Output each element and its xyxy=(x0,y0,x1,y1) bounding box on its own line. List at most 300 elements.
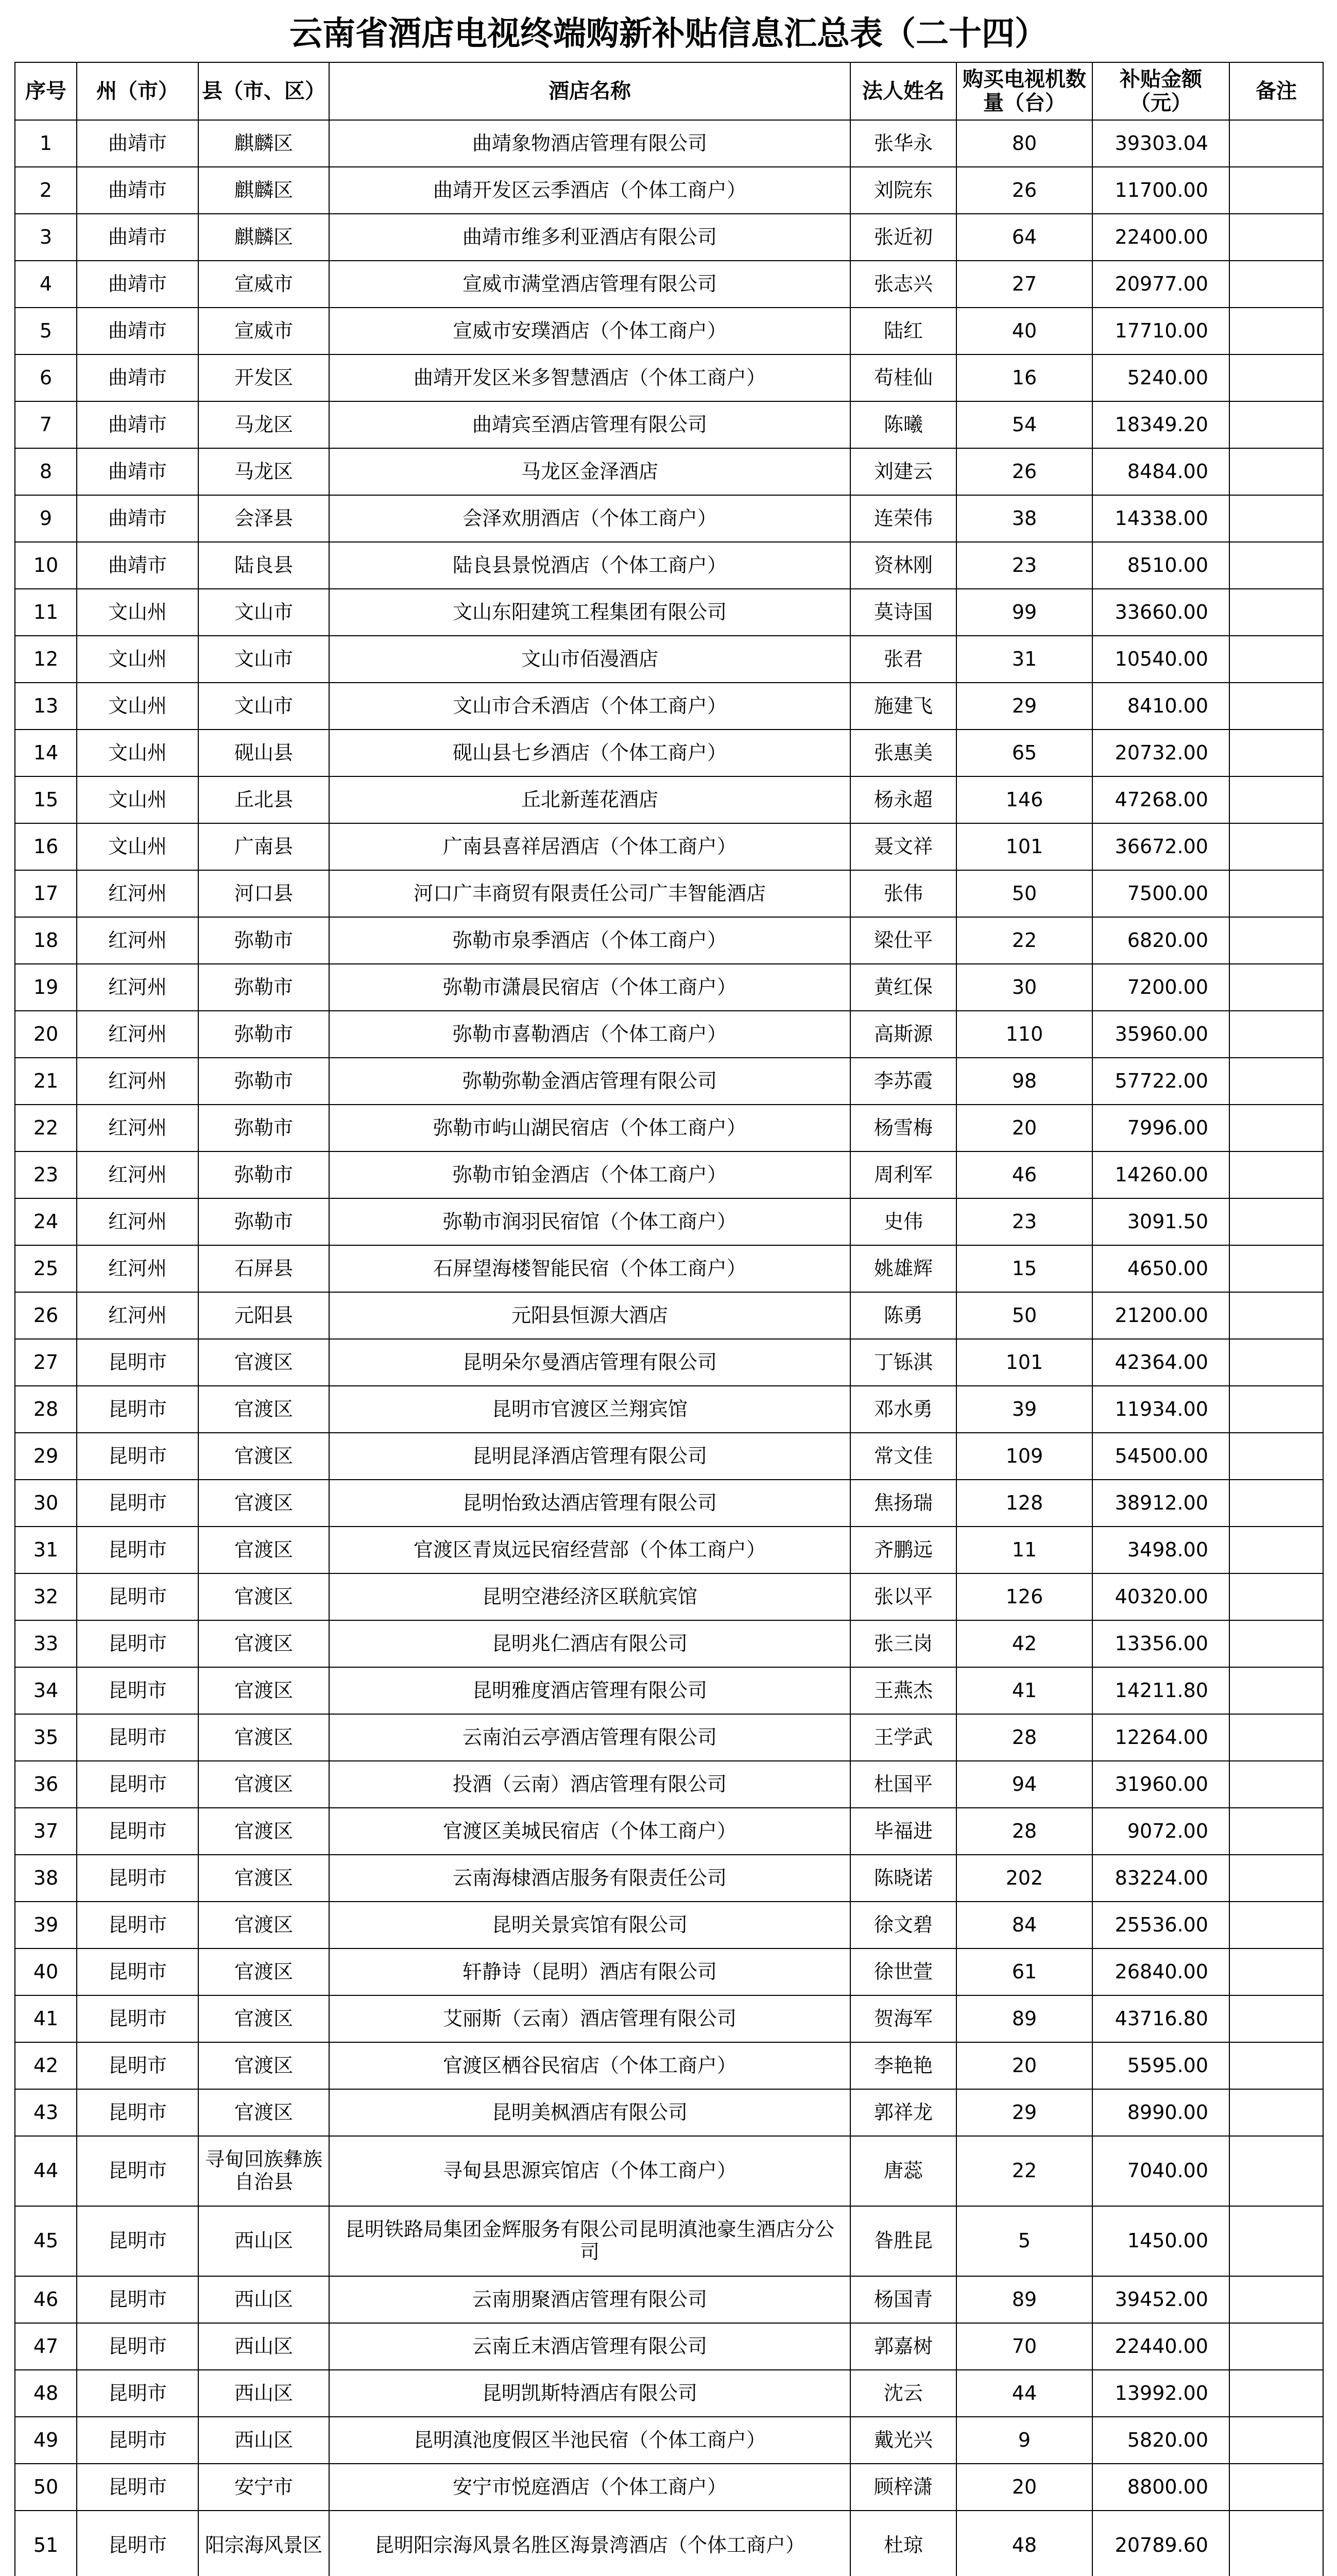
row-hotel-name: 弥勒市屿山湖民宿店（个体工商户） xyxy=(329,1105,850,1151)
row-hotel-name: 昆明昆泽酒店管理有限公司 xyxy=(329,1433,850,1480)
row-index: 11 xyxy=(15,589,77,636)
row-tv-quantity: 26 xyxy=(956,167,1092,214)
row-tv-quantity: 65 xyxy=(956,730,1092,776)
row-tv-quantity: 15 xyxy=(956,1245,1092,1292)
row-legal-person: 杨国青 xyxy=(850,2276,956,2323)
row-legal-person: 梁仕平 xyxy=(850,917,956,964)
row-prefecture: 昆明市 xyxy=(77,1948,198,1995)
row-hotel-name: 寻甸县思源宾馆店（个体工商户） xyxy=(329,2136,850,2206)
row-subsidy-amount: 17710.00 xyxy=(1092,308,1229,354)
row-prefecture: 红河州 xyxy=(77,1105,198,1151)
row-county: 文山市 xyxy=(198,636,329,683)
row-county: 会泽县 xyxy=(198,495,329,542)
row-hotel-name: 会泽欢朋酒店（个体工商户） xyxy=(329,495,850,542)
row-index: 51 xyxy=(15,2511,77,2576)
row-remarks xyxy=(1229,167,1323,214)
row-remarks xyxy=(1229,1714,1323,1761)
header-legal-person: 法人姓名 xyxy=(850,62,956,120)
row-hotel-name: 砚山县七乡酒店（个体工商户） xyxy=(329,730,850,776)
row-legal-person: 邓水勇 xyxy=(850,1386,956,1433)
row-hotel-name: 丘北新莲花酒店 xyxy=(329,776,850,823)
row-index: 39 xyxy=(15,1902,77,1948)
row-tv-quantity: 110 xyxy=(956,1011,1092,1058)
row-index: 32 xyxy=(15,1573,77,1620)
row-index: 22 xyxy=(15,1105,77,1151)
row-remarks xyxy=(1229,964,1323,1011)
row-prefecture: 昆明市 xyxy=(77,1433,198,1480)
row-prefecture: 昆明市 xyxy=(77,2511,198,2576)
row-legal-person: 连荣伟 xyxy=(850,495,956,542)
row-index: 30 xyxy=(15,1480,77,1527)
row-prefecture: 昆明市 xyxy=(77,1620,198,1667)
row-subsidy-amount: 13992.00 xyxy=(1092,2370,1229,2417)
row-tv-quantity: 202 xyxy=(956,1855,1092,1902)
row-remarks xyxy=(1229,1902,1323,1948)
row-tv-quantity: 44 xyxy=(956,2370,1092,2417)
row-tv-quantity: 31 xyxy=(956,636,1092,683)
row-remarks xyxy=(1229,589,1323,636)
row-county: 官渡区 xyxy=(198,1714,329,1761)
row-hotel-name: 投酒（云南）酒店管理有限公司 xyxy=(329,1761,850,1808)
table-row xyxy=(15,870,1323,917)
row-hotel-name: 昆明阳宗海风景名胜区海景湾酒店（个体工商户） xyxy=(329,2511,850,2576)
row-prefecture: 曲靖市 xyxy=(77,448,198,495)
row-prefecture: 红河州 xyxy=(77,1011,198,1058)
row-index: 43 xyxy=(15,2089,77,2136)
row-hotel-name: 昆明凯斯特酒店有限公司 xyxy=(329,2370,850,2417)
row-prefecture: 昆明市 xyxy=(77,2136,198,2206)
header-remarks: 备注 xyxy=(1229,62,1323,120)
row-hotel-name: 河口广丰商贸有限责任公司广丰智能酒店 xyxy=(329,870,850,917)
row-prefecture: 昆明市 xyxy=(77,1527,198,1573)
header-hotel-name: 酒店名称 xyxy=(329,62,850,120)
row-subsidy-amount: 13356.00 xyxy=(1092,1620,1229,1667)
row-subsidy-amount: 8990.00 xyxy=(1092,2089,1229,2136)
row-subsidy-amount: 7996.00 xyxy=(1092,1105,1229,1151)
row-tv-quantity: 98 xyxy=(956,1058,1092,1105)
row-tv-quantity: 26 xyxy=(956,448,1092,495)
row-hotel-name: 云南朋聚酒店管理有限公司 xyxy=(329,2276,850,2323)
row-remarks xyxy=(1229,1480,1323,1527)
row-tv-quantity: 99 xyxy=(956,589,1092,636)
row-legal-person: 丁铄淇 xyxy=(850,1339,956,1386)
row-county: 官渡区 xyxy=(198,1995,329,2042)
row-remarks xyxy=(1229,261,1323,308)
row-county: 寻甸回族彝族自治县 xyxy=(198,2136,329,2206)
row-hotel-name: 广南县喜祥居酒店（个体工商户） xyxy=(329,823,850,870)
row-tv-quantity: 101 xyxy=(956,1339,1092,1386)
row-tv-quantity: 39 xyxy=(956,1386,1092,1433)
row-county: 马龙区 xyxy=(198,448,329,495)
row-index: 28 xyxy=(15,1386,77,1433)
row-hotel-name: 弥勒市喜勒酒店（个体工商户） xyxy=(329,1011,850,1058)
row-subsidy-amount: 8410.00 xyxy=(1092,683,1229,730)
row-legal-person: 郭嘉树 xyxy=(850,2323,956,2370)
table-row xyxy=(15,730,1323,776)
row-index: 2 xyxy=(15,167,77,214)
row-county: 官渡区 xyxy=(198,1386,329,1433)
row-tv-quantity: 20 xyxy=(956,2042,1092,2089)
row-legal-person: 刘院东 xyxy=(850,167,956,214)
row-tv-quantity: 30 xyxy=(956,964,1092,1011)
row-prefecture: 红河州 xyxy=(77,1151,198,1198)
row-county: 文山市 xyxy=(198,683,329,730)
table-row xyxy=(15,1620,1323,1667)
row-hotel-name: 官渡区美城民宿店（个体工商户） xyxy=(329,1808,850,1855)
row-legal-person: 杨永超 xyxy=(850,776,956,823)
row-tv-quantity: 5 xyxy=(956,2206,1092,2276)
row-prefecture: 曲靖市 xyxy=(77,495,198,542)
row-remarks xyxy=(1229,1620,1323,1667)
row-county: 西山区 xyxy=(198,2370,329,2417)
row-index: 3 xyxy=(15,214,77,261)
row-prefecture: 昆明市 xyxy=(77,1480,198,1527)
row-index: 7 xyxy=(15,401,77,448)
row-tv-quantity: 28 xyxy=(956,1714,1092,1761)
row-remarks xyxy=(1229,870,1323,917)
row-index: 12 xyxy=(15,636,77,683)
row-remarks xyxy=(1229,2323,1323,2370)
row-tv-quantity: 23 xyxy=(956,542,1092,589)
row-prefecture: 曲靖市 xyxy=(77,401,198,448)
row-remarks xyxy=(1229,776,1323,823)
row-tv-quantity: 29 xyxy=(956,2089,1092,2136)
row-legal-person: 资林刚 xyxy=(850,542,956,589)
row-remarks xyxy=(1229,1339,1323,1386)
row-legal-person: 陈晓诺 xyxy=(850,1855,956,1902)
row-hotel-name: 宣威市安璞酒店（个体工商户） xyxy=(329,308,850,354)
row-tv-quantity: 11 xyxy=(956,1527,1092,1573)
row-subsidy-amount: 47268.00 xyxy=(1092,776,1229,823)
row-index: 26 xyxy=(15,1292,77,1339)
subsidy-table xyxy=(14,62,1324,2576)
row-county: 官渡区 xyxy=(198,1339,329,1386)
row-hotel-name: 石屏望海楼智能民宿（个体工商户） xyxy=(329,1245,850,1292)
row-hotel-name: 曲靖市维多利亚酒店有限公司 xyxy=(329,214,850,261)
header-subsidy-amount: 补贴金额（元） xyxy=(1092,62,1229,120)
row-tv-quantity: 70 xyxy=(956,2323,1092,2370)
row-hotel-name: 昆明关景宾馆有限公司 xyxy=(329,1902,850,1948)
row-hotel-name: 云南海棣酒店服务有限责任公司 xyxy=(329,1855,850,1902)
row-index: 44 xyxy=(15,2136,77,2206)
row-hotel-name: 官渡区青岚远民宿经营部（个体工商户） xyxy=(329,1527,850,1573)
document-title: 云南省酒店电视终端购新补贴信息汇总表（二十四） xyxy=(289,14,1048,53)
row-county: 官渡区 xyxy=(198,1808,329,1855)
row-remarks xyxy=(1229,2276,1323,2323)
row-index: 10 xyxy=(15,542,77,589)
row-remarks xyxy=(1229,1667,1323,1714)
row-hotel-name: 昆明滇池度假区半池民宿（个体工商户） xyxy=(329,2417,850,2464)
row-remarks xyxy=(1229,1527,1323,1573)
row-county: 弥勒市 xyxy=(198,1058,329,1105)
row-remarks xyxy=(1229,308,1323,354)
row-hotel-name: 安宁市悦庭酒店（个体工商户） xyxy=(329,2464,850,2511)
row-remarks xyxy=(1229,917,1323,964)
row-remarks xyxy=(1229,401,1323,448)
row-hotel-name: 艾丽斯（云南）酒店管理有限公司 xyxy=(329,1995,850,2042)
row-remarks xyxy=(1229,1573,1323,1620)
row-subsidy-amount: 8484.00 xyxy=(1092,448,1229,495)
row-index: 37 xyxy=(15,1808,77,1855)
row-prefecture: 红河州 xyxy=(77,1198,198,1245)
row-subsidy-amount: 14211.80 xyxy=(1092,1667,1229,1714)
table-row xyxy=(15,2042,1323,2089)
row-prefecture: 曲靖市 xyxy=(77,167,198,214)
table-row xyxy=(15,1433,1323,1480)
row-tv-quantity: 94 xyxy=(956,1761,1092,1808)
row-county: 河口县 xyxy=(198,870,329,917)
table-row xyxy=(15,2136,1323,2206)
row-hotel-name: 文山东阳建筑工程集团有限公司 xyxy=(329,589,850,636)
header-prefecture: 州（市） xyxy=(77,62,198,120)
row-subsidy-amount: 6820.00 xyxy=(1092,917,1229,964)
row-legal-person: 张华永 xyxy=(850,120,956,167)
row-index: 16 xyxy=(15,823,77,870)
row-legal-person: 张三岗 xyxy=(850,1620,956,1667)
table-row xyxy=(15,2323,1323,2370)
row-county: 宣威市 xyxy=(198,261,329,308)
row-subsidy-amount: 7500.00 xyxy=(1092,870,1229,917)
row-legal-person: 施建飞 xyxy=(850,683,956,730)
row-subsidy-amount: 22400.00 xyxy=(1092,214,1229,261)
row-county: 麒麟区 xyxy=(198,214,329,261)
header-tv-quantity: 购买电视机数量（台） xyxy=(956,62,1092,120)
row-index: 4 xyxy=(15,261,77,308)
row-county: 开发区 xyxy=(198,354,329,401)
row-subsidy-amount: 4650.00 xyxy=(1092,1245,1229,1292)
row-prefecture: 昆明市 xyxy=(77,1995,198,2042)
row-hotel-name: 曲靖宾至酒店管理有限公司 xyxy=(329,401,850,448)
row-tv-quantity: 27 xyxy=(956,261,1092,308)
row-legal-person: 张以平 xyxy=(850,1573,956,1620)
row-county: 官渡区 xyxy=(198,1620,329,1667)
row-remarks xyxy=(1229,1292,1323,1339)
row-remarks xyxy=(1229,1151,1323,1198)
row-tv-quantity: 20 xyxy=(956,2464,1092,2511)
row-remarks xyxy=(1229,2511,1323,2576)
row-county: 安宁市 xyxy=(198,2464,329,2511)
row-remarks xyxy=(1229,1948,1323,1995)
table-row xyxy=(15,2464,1323,2511)
row-subsidy-amount: 10540.00 xyxy=(1092,636,1229,683)
row-prefecture: 昆明市 xyxy=(77,2276,198,2323)
row-tv-quantity: 84 xyxy=(956,1902,1092,1948)
table-row xyxy=(15,683,1323,730)
row-legal-person: 张志兴 xyxy=(850,261,956,308)
row-hotel-name: 陆良县景悦酒店（个体工商户） xyxy=(329,542,850,589)
row-hotel-name: 昆明市官渡区兰翔宾馆 xyxy=(329,1386,850,1433)
row-remarks xyxy=(1229,1011,1323,1058)
row-hotel-name: 云南丘末酒店管理有限公司 xyxy=(329,2323,850,2370)
row-county: 麒麟区 xyxy=(198,120,329,167)
row-index: 6 xyxy=(15,354,77,401)
table-row xyxy=(15,1527,1323,1573)
row-remarks xyxy=(1229,1995,1323,2042)
row-county: 陆良县 xyxy=(198,542,329,589)
table-body xyxy=(15,120,1323,2576)
row-hotel-name: 元阳县恒源大酒店 xyxy=(329,1292,850,1339)
row-legal-person: 张近初 xyxy=(850,214,956,261)
table-row xyxy=(15,495,1323,542)
row-subsidy-amount: 42364.00 xyxy=(1092,1339,1229,1386)
row-index: 50 xyxy=(15,2464,77,2511)
row-remarks xyxy=(1229,2417,1323,2464)
row-prefecture: 曲靖市 xyxy=(77,354,198,401)
row-remarks xyxy=(1229,2370,1323,2417)
row-legal-person: 杨雪梅 xyxy=(850,1105,956,1151)
row-tv-quantity: 54 xyxy=(956,401,1092,448)
row-prefecture: 文山州 xyxy=(77,589,198,636)
row-index: 27 xyxy=(15,1339,77,1386)
row-index: 1 xyxy=(15,120,77,167)
row-hotel-name: 弥勒市铂金酒店（个体工商户） xyxy=(329,1151,850,1198)
table-row xyxy=(15,2276,1323,2323)
row-legal-person: 刘建云 xyxy=(850,448,956,495)
row-remarks xyxy=(1229,1245,1323,1292)
table-row xyxy=(15,1667,1323,1714)
row-prefecture: 昆明市 xyxy=(77,2464,198,2511)
table-row xyxy=(15,1995,1323,2042)
table-row xyxy=(15,1855,1323,1902)
table-row xyxy=(15,964,1323,1011)
row-index: 5 xyxy=(15,308,77,354)
row-legal-person: 史伟 xyxy=(850,1198,956,1245)
row-subsidy-amount: 3498.00 xyxy=(1092,1527,1229,1573)
row-subsidy-amount: 54500.00 xyxy=(1092,1433,1229,1480)
row-prefecture: 红河州 xyxy=(77,870,198,917)
row-index: 14 xyxy=(15,730,77,776)
row-hotel-name: 宣威市满堂酒店管理有限公司 xyxy=(329,261,850,308)
row-subsidy-amount: 5240.00 xyxy=(1092,354,1229,401)
row-subsidy-amount: 20789.60 xyxy=(1092,2511,1229,2576)
table-row xyxy=(15,354,1323,401)
row-subsidy-amount: 21200.00 xyxy=(1092,1292,1229,1339)
row-tv-quantity: 40 xyxy=(956,308,1092,354)
row-tv-quantity: 50 xyxy=(956,1292,1092,1339)
table-row xyxy=(15,917,1323,964)
row-prefecture: 昆明市 xyxy=(77,1386,198,1433)
row-tv-quantity: 80 xyxy=(956,120,1092,167)
row-prefecture: 曲靖市 xyxy=(77,120,198,167)
row-subsidy-amount: 39303.04 xyxy=(1092,120,1229,167)
row-index: 19 xyxy=(15,964,77,1011)
row-subsidy-amount: 31960.00 xyxy=(1092,1761,1229,1808)
row-prefecture: 昆明市 xyxy=(77,1714,198,1761)
row-index: 40 xyxy=(15,1948,77,1995)
row-legal-person: 陆红 xyxy=(850,308,956,354)
row-subsidy-amount: 7040.00 xyxy=(1092,2136,1229,2206)
row-remarks xyxy=(1229,2042,1323,2089)
table-row xyxy=(15,1808,1323,1855)
row-tv-quantity: 61 xyxy=(956,1948,1092,1995)
row-tv-quantity: 28 xyxy=(956,1808,1092,1855)
row-prefecture: 文山州 xyxy=(77,823,198,870)
row-legal-person: 徐世萱 xyxy=(850,1948,956,1995)
row-index: 34 xyxy=(15,1667,77,1714)
row-county: 官渡区 xyxy=(198,2089,329,2136)
row-remarks xyxy=(1229,1761,1323,1808)
row-tv-quantity: 38 xyxy=(956,495,1092,542)
row-legal-person: 徐文碧 xyxy=(850,1902,956,1948)
row-subsidy-amount: 22440.00 xyxy=(1092,2323,1229,2370)
table-row xyxy=(15,1386,1323,1433)
row-index: 41 xyxy=(15,1995,77,2042)
row-county: 官渡区 xyxy=(198,1433,329,1480)
row-legal-person: 姚雄辉 xyxy=(850,1245,956,1292)
row-subsidy-amount: 43716.80 xyxy=(1092,1995,1229,2042)
row-prefecture: 昆明市 xyxy=(77,2089,198,2136)
row-county: 西山区 xyxy=(198,2323,329,2370)
row-county: 官渡区 xyxy=(198,1527,329,1573)
row-county: 官渡区 xyxy=(198,1855,329,1902)
table-row xyxy=(15,823,1323,870)
row-county: 官渡区 xyxy=(198,1948,329,1995)
row-subsidy-amount: 83224.00 xyxy=(1092,1855,1229,1902)
row-prefecture: 昆明市 xyxy=(77,1339,198,1386)
table-row xyxy=(15,542,1323,589)
row-tv-quantity: 22 xyxy=(956,917,1092,964)
row-county: 石屏县 xyxy=(198,1245,329,1292)
row-index: 17 xyxy=(15,870,77,917)
row-hotel-name: 官渡区栖谷民宿店（个体工商户） xyxy=(329,2042,850,2089)
row-legal-person: 陈曦 xyxy=(850,401,956,448)
row-prefecture: 昆明市 xyxy=(77,2417,198,2464)
row-remarks xyxy=(1229,542,1323,589)
row-county: 弥勒市 xyxy=(198,964,329,1011)
row-remarks xyxy=(1229,120,1323,167)
row-index: 29 xyxy=(15,1433,77,1480)
row-legal-person: 张伟 xyxy=(850,870,956,917)
row-county: 西山区 xyxy=(198,2276,329,2323)
row-subsidy-amount: 35960.00 xyxy=(1092,1011,1229,1058)
row-legal-person: 郭祥龙 xyxy=(850,2089,956,2136)
row-prefecture: 昆明市 xyxy=(77,1573,198,1620)
row-tv-quantity: 126 xyxy=(956,1573,1092,1620)
row-index: 15 xyxy=(15,776,77,823)
row-legal-person: 贺海军 xyxy=(850,1995,956,2042)
row-index: 45 xyxy=(15,2206,77,2276)
row-subsidy-amount: 36672.00 xyxy=(1092,823,1229,870)
row-hotel-name: 昆明雅度酒店管理有限公司 xyxy=(329,1667,850,1714)
row-index: 35 xyxy=(15,1714,77,1761)
table-row xyxy=(15,2417,1323,2464)
row-remarks xyxy=(1229,2206,1323,2276)
row-prefecture: 曲靖市 xyxy=(77,214,198,261)
row-county: 宣威市 xyxy=(198,308,329,354)
row-legal-person: 齐鹏远 xyxy=(850,1527,956,1573)
row-subsidy-amount: 9072.00 xyxy=(1092,1808,1229,1855)
row-legal-person: 常文佳 xyxy=(850,1433,956,1480)
row-hotel-name: 文山市佰漫酒店 xyxy=(329,636,850,683)
row-hotel-name: 弥勒市润羽民宿馆（个体工商户） xyxy=(329,1198,850,1245)
row-county: 西山区 xyxy=(198,2417,329,2464)
row-prefecture: 红河州 xyxy=(77,1058,198,1105)
row-hotel-name: 昆明朵尔曼酒店管理有限公司 xyxy=(329,1339,850,1386)
row-index: 33 xyxy=(15,1620,77,1667)
row-prefecture: 昆明市 xyxy=(77,1667,198,1714)
table-row xyxy=(15,120,1323,167)
row-subsidy-amount: 3091.50 xyxy=(1092,1198,1229,1245)
row-subsidy-amount: 7200.00 xyxy=(1092,964,1229,1011)
row-hotel-name: 昆明铁路局集团金辉服务有限公司昆明滇池豪生酒店分公司 xyxy=(329,2206,850,2276)
row-prefecture: 红河州 xyxy=(77,964,198,1011)
row-tv-quantity: 128 xyxy=(956,1480,1092,1527)
row-legal-person: 王燕杰 xyxy=(850,1667,956,1714)
row-legal-person: 张惠美 xyxy=(850,730,956,776)
header-row xyxy=(15,62,1323,120)
row-remarks xyxy=(1229,2464,1323,2511)
table-row xyxy=(15,2089,1323,2136)
